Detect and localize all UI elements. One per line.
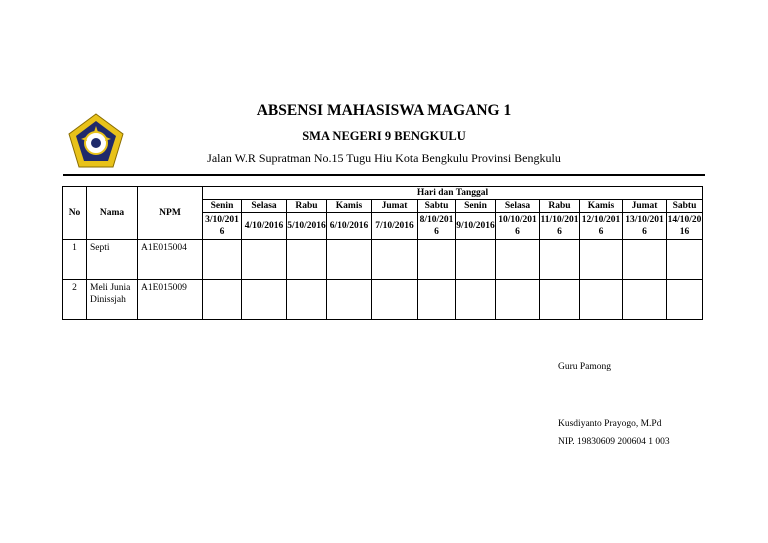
date-header: 6/10/2016: [327, 213, 372, 240]
attendance-cell: [667, 280, 703, 320]
date-header: 8/10/2016: [418, 213, 456, 240]
header-name: Nama: [87, 187, 138, 240]
attendance-cell: [327, 280, 372, 320]
school-address: Jalan W.R Supratman No.15 Tugu Hiu Kota Bengkulu Provinsi Bengkulu: [207, 151, 561, 165]
row-npm: A1E015009: [138, 280, 203, 320]
attendance-cell: [540, 240, 580, 280]
attendance-cell: [623, 280, 667, 320]
date-header: 4/10/2016: [242, 213, 287, 240]
attendance-cell: [203, 240, 242, 280]
day-header: Jumat: [372, 200, 418, 213]
header-npm: NPM: [138, 187, 203, 240]
row-name: Septi: [87, 240, 138, 280]
date-header: 12/10/2016: [580, 213, 623, 240]
attendance-cell: [327, 240, 372, 280]
table-row: [63, 240, 703, 280]
day-header: Senin: [203, 200, 242, 213]
header-no: No: [63, 187, 87, 240]
day-header: Rabu: [540, 200, 580, 213]
attendance-cell: [580, 240, 623, 280]
header-divider: [63, 174, 705, 176]
date-header: 10/10/2016: [496, 213, 540, 240]
date-header: 13/10/2016: [623, 213, 667, 240]
attendance-cell: [372, 240, 418, 280]
attendance-cell: [496, 280, 540, 320]
attendance-cell: [418, 280, 456, 320]
attendance-table: [62, 186, 703, 320]
date-header: 14/10/2016: [667, 213, 703, 240]
attendance-cell: [287, 280, 327, 320]
document-title: ABSENSI MAHASISWA MAGANG 1: [256, 102, 512, 119]
day-header: Kamis: [580, 200, 623, 213]
day-header: Sabtu: [418, 200, 456, 213]
day-header: Rabu: [287, 200, 327, 213]
signature-name: Kusdiyanto Prayogo, M.Pd: [558, 419, 662, 429]
attendance-cell: [372, 280, 418, 320]
school-name: SMA NEGERI 9 BENGKULU: [302, 129, 466, 143]
day-header: Selasa: [242, 200, 287, 213]
attendance-cell: [623, 240, 667, 280]
day-header: Senin: [456, 200, 496, 213]
row-name: Meli Junia Dinissjah: [87, 280, 138, 320]
row-no: 1: [63, 240, 87, 280]
row-no: 2: [63, 280, 87, 320]
day-header: Sabtu: [667, 200, 703, 213]
header-days-group: Hari dan Tanggal: [203, 187, 703, 200]
date-header: 5/10/2016: [287, 213, 327, 240]
day-header: Selasa: [496, 200, 540, 213]
attendance-cell: [540, 280, 580, 320]
attendance-cell: [456, 240, 496, 280]
attendance-cell: [418, 240, 456, 280]
signature-role: Guru Pamong: [558, 362, 612, 372]
date-header: 11/10/2016: [540, 213, 580, 240]
attendance-cell: [287, 240, 327, 280]
row-npm: A1E015004: [138, 240, 203, 280]
date-header: 3/10/2016: [203, 213, 242, 240]
day-header: Jumat: [623, 200, 667, 213]
table-row: [63, 280, 703, 320]
attendance-cell: [203, 280, 242, 320]
attendance-cell: [456, 280, 496, 320]
date-header: 7/10/2016: [372, 213, 418, 240]
date-header: 9/10/2016: [456, 213, 496, 240]
attendance-cell: [580, 280, 623, 320]
attendance-cell: [496, 240, 540, 280]
attendance-cell: [242, 280, 287, 320]
day-header: Kamis: [327, 200, 372, 213]
attendance-cell: [242, 240, 287, 280]
attendance-cell: [667, 240, 703, 280]
signature-nip: NIP. 19830609 200604 1 003: [558, 437, 670, 447]
